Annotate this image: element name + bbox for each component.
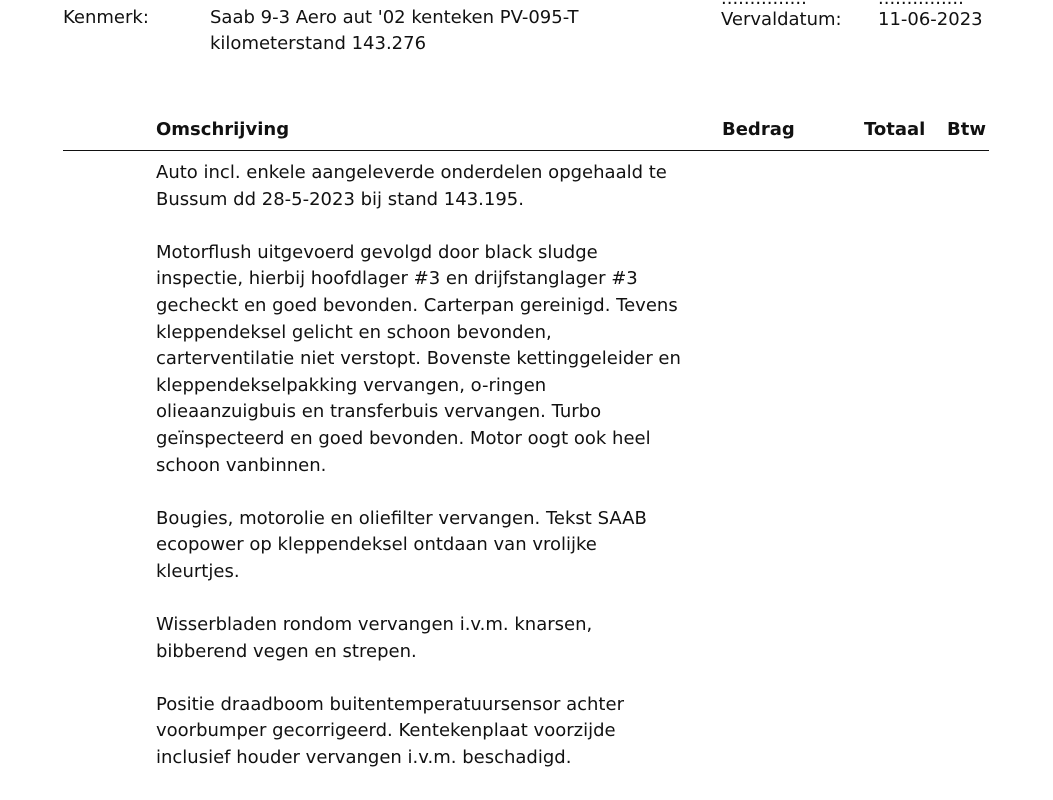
description-paragraph xyxy=(156,240,681,479)
column-header-totaal: Totaal xyxy=(864,119,926,140)
description-paragraph xyxy=(156,506,676,586)
description-line: kleppendeksel gelicht en schoon bevonden, xyxy=(156,321,552,343)
kenmerk-line: Saab 9-3 Aero aut '02 kenteken PV-095-T xyxy=(210,7,579,28)
description-line: ecopower op kleppendeksel ontdaan van vrolijke xyxy=(156,534,597,556)
description-line: kleurtjes. xyxy=(156,560,240,582)
vervaldatum-value: 11-06-2023 xyxy=(878,9,983,30)
kenmerk-line: kilometerstand 143.276 xyxy=(210,33,427,54)
column-header-btw: Btw xyxy=(947,119,986,140)
header-divider xyxy=(63,150,989,151)
vervaldatum-label: Vervaldatum: xyxy=(721,9,842,30)
description-line: Bougies, motorolie en oliefilter vervangen. Tekst SAAB xyxy=(156,507,647,529)
description-column xyxy=(156,160,681,798)
column-header-bedrag: Bedrag xyxy=(722,119,795,140)
description-line: carterventilatie niet verstopt. Bovenste kettinggeleider en xyxy=(156,348,681,370)
description-paragraph xyxy=(156,692,676,772)
description-line: bibberend vegen en strepen. xyxy=(156,640,417,662)
description-line: kleppendekselpakking vervangen, o-ringen xyxy=(156,374,547,396)
description-line: voorbumper gecorrigeerd. Kentekenplaat voorzijde xyxy=(156,720,616,742)
description-line: inspectie, hierbij hoofdlager #3 en drijfstanglager #3 xyxy=(156,268,638,290)
description-line: Bussum dd 28-5-2023 bij stand 143.195. xyxy=(156,188,524,210)
description-paragraph xyxy=(156,160,676,213)
description-line: geïnspecteerd en goed bevonden. Motor oogt ook heel xyxy=(156,427,651,449)
description-line: Motorflush uitgevoerd gevolgd door black sludge xyxy=(156,241,598,263)
description-line: olieaanzuigbuis en transferbuis vervangen. Turbo xyxy=(156,401,602,423)
description-line: gecheckt en goed bevonden. Carterpan gereinigd. Tevens xyxy=(156,294,678,316)
description-line: inclusief houder vervangen i.v.m. beschadigd. xyxy=(156,747,572,769)
kenmerk-label: Kenmerk: xyxy=(63,7,149,28)
kenmerk-value xyxy=(210,5,690,57)
column-header-omschrijving: Omschrijving xyxy=(156,119,290,140)
description-line: schoon vanbinnen. xyxy=(156,454,327,476)
description-line: Positie draadboom buitentemperatuursensor achter xyxy=(156,693,624,715)
description-paragraph xyxy=(156,612,676,665)
description-line: Auto incl. enkele aangeleverde onderdelen opgehaald te xyxy=(156,162,667,183)
description-line: Wisserbladen rondom vervangen i.v.m. knarsen, xyxy=(156,614,593,636)
